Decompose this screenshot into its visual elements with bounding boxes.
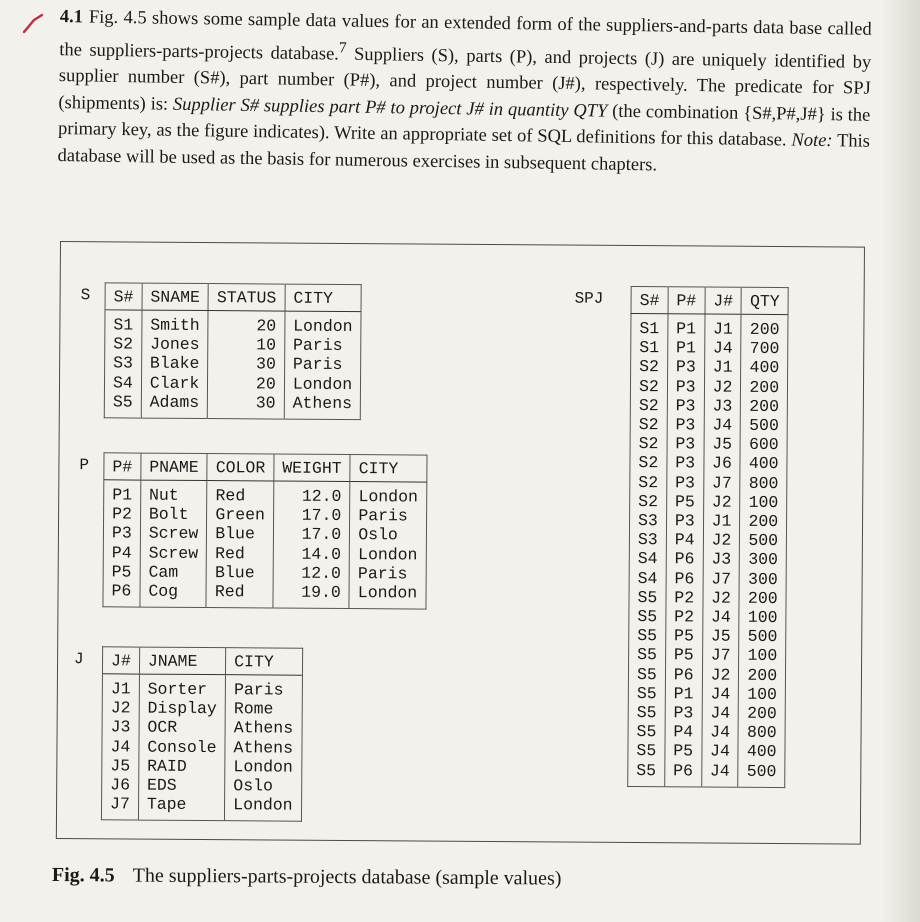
table-cell: 200 [741, 377, 788, 397]
table-cell: J2 [702, 665, 739, 684]
table-cell: P3 [667, 396, 704, 415]
table-cell: S2 [638, 395, 659, 415]
relvar-label-j: J [74, 650, 84, 669]
table-cell: P5 [111, 562, 132, 582]
table-row [630, 473, 787, 493]
table-cell: S3 [113, 353, 134, 373]
table-row [103, 543, 426, 564]
table-row [628, 703, 785, 723]
table-row [104, 480, 427, 507]
projects-table [101, 646, 303, 822]
table-cell: J4 [110, 736, 131, 757]
table-row [628, 741, 785, 761]
figure-label: Fig. 4.5 [51, 864, 115, 887]
table-cell: S4 [637, 568, 658, 588]
table-cell: J4 [702, 723, 739, 742]
table-cell: P5 [665, 742, 702, 761]
table-cell: London [350, 482, 427, 507]
table-cell: J5 [110, 756, 131, 776]
table-row [102, 737, 302, 758]
table-cell: J4 [702, 684, 739, 703]
exercise-4-1 [57, 4, 871, 182]
table-cell: J4 [702, 742, 739, 761]
table-cell: P3 [667, 415, 704, 434]
table-cell: S2 [638, 453, 659, 473]
relvar-label-spj: SPJ [574, 289, 604, 308]
table-cell: S1 [639, 319, 660, 339]
table-cell: J4 [702, 704, 739, 723]
table-cell: Oslo [225, 776, 302, 796]
table-cell: Display [139, 699, 225, 719]
table-cell: S2 [639, 357, 660, 377]
table-cell: 100 [740, 493, 787, 513]
table-row [630, 434, 787, 454]
table-cell: S5 [637, 607, 658, 627]
table-cell: P4 [666, 530, 703, 549]
table-cell: 12.0 [273, 563, 350, 583]
table-row [629, 588, 786, 608]
table-cell: J4 [704, 339, 741, 358]
column-header: COLOR [207, 454, 274, 481]
table-cell: J7 [703, 473, 740, 492]
table-cell: S5 [637, 587, 658, 608]
table-cell: London [349, 583, 426, 609]
column-header: PNAME [141, 453, 208, 480]
table-cell: J3 [703, 550, 740, 569]
table-cell: Sorter [139, 674, 225, 699]
table-cell: P5 [666, 492, 703, 511]
table-cell: Red [207, 481, 274, 506]
table-row [629, 569, 786, 589]
table-cell: 300 [740, 569, 787, 589]
table-cell: P4 [111, 542, 132, 563]
table-cell: 800 [740, 473, 787, 493]
table-cell: J2 [703, 492, 740, 511]
table-cell: London [285, 311, 362, 336]
column-header: WEIGHT [274, 454, 351, 482]
table-row [629, 626, 786, 646]
table-cell: 12.0 [274, 481, 351, 506]
exercise-text-part2: Suppliers (S), parts (P), and projects (J) are uniquely identified by supplier number (S#), part number (P#), and project number (J#), respectively. The predicate for SPJ (shipments) is: [58, 44, 872, 115]
table-cell: S4 [637, 549, 658, 569]
table-cell: Adams [141, 392, 208, 418]
column-header: P# [668, 287, 705, 314]
table-cell: J4 [702, 608, 739, 627]
table-cell: J7 [702, 646, 739, 665]
table-cell: P1 [668, 338, 705, 357]
table-cell: Oslo [350, 525, 427, 545]
table-cell: Paris [350, 506, 427, 526]
table-cell: 200 [740, 512, 787, 532]
table-cell: Jones [142, 335, 209, 355]
table-cell: 100 [739, 685, 786, 705]
table-row [103, 562, 426, 583]
table-cell: 500 [738, 761, 785, 787]
table-cell: S5 [636, 703, 657, 723]
table-cell: 200 [739, 704, 786, 724]
table-cell: Screw [140, 543, 207, 563]
table-cell: 20 [208, 374, 285, 394]
table-cell: J1 [704, 314, 741, 339]
figure-4-5-box [56, 241, 865, 845]
header-row [105, 283, 361, 312]
table-cell: 17.0 [273, 506, 350, 526]
table-cell: S3 [637, 530, 658, 550]
table-cell: P1 [665, 684, 702, 703]
table-cell: 700 [741, 339, 788, 359]
table-cell: OCR [139, 718, 225, 738]
table-row [630, 453, 787, 473]
table-cell: Paris [225, 675, 302, 700]
table-row [631, 338, 788, 358]
table-row [629, 549, 786, 569]
table-row [103, 581, 426, 609]
table-row [628, 665, 785, 685]
caption-text: The suppliers-parts-projects database (sample values) [132, 864, 562, 890]
table-cell: P6 [665, 665, 702, 684]
table-row [103, 524, 426, 545]
column-header: J# [705, 287, 742, 314]
table-cell: S2 [638, 434, 659, 454]
table-cell: Smith [142, 310, 209, 335]
table-cell: J7 [703, 569, 740, 588]
table-row [629, 530, 786, 550]
table-row [631, 357, 788, 377]
exercise-text [57, 4, 871, 182]
table-cell: P3 [666, 511, 703, 530]
table-cell: Nut [140, 480, 207, 505]
table-cell: 400 [740, 454, 787, 474]
table-cell: 200 [739, 665, 786, 685]
table-row [104, 392, 360, 419]
table-cell: P3 [667, 358, 704, 377]
table-cell: Athens [225, 719, 302, 739]
table-cell: P3 [111, 523, 132, 543]
table-row [105, 335, 361, 356]
table-cell: 500 [740, 531, 787, 551]
table-cell: S1 [639, 338, 660, 358]
table-cell: London [284, 374, 361, 394]
table-row [629, 607, 786, 627]
table-cell: Blake [141, 354, 208, 374]
table-cell: 30 [208, 393, 285, 419]
table-cell: London [225, 795, 302, 821]
exercise-number: 4.1 [59, 6, 84, 28]
table-cell: S2 [638, 415, 659, 435]
table-cell: 17.0 [273, 525, 350, 545]
figure-caption [52, 864, 562, 891]
table-cell: S5 [637, 645, 658, 665]
table-row [102, 756, 302, 777]
table-cell: P2 [112, 504, 132, 524]
column-header: JNAME [139, 647, 225, 675]
table-cell: S2 [638, 472, 659, 492]
table-row [102, 674, 302, 700]
table-row [102, 775, 302, 796]
table-cell: J1 [703, 512, 740, 531]
table-cell: 200 [741, 397, 788, 417]
table-cell: S3 [637, 511, 658, 531]
table-cell: London [225, 757, 302, 777]
table-cell: J2 [704, 377, 741, 396]
table-cell: S5 [636, 760, 657, 780]
table-cell: 400 [738, 742, 785, 762]
table-row [629, 645, 786, 665]
table-cell: London [350, 545, 427, 565]
table-cell: Green [207, 505, 274, 525]
table-cell: J1 [704, 358, 741, 377]
table-row [628, 722, 785, 742]
table-row [631, 313, 788, 339]
column-header: P# [104, 453, 141, 480]
table-cell: J4 [704, 416, 741, 435]
table-cell: S1 [113, 315, 134, 335]
table-row [628, 684, 785, 704]
table-cell: S4 [112, 372, 133, 393]
table-cell: J3 [704, 396, 741, 415]
table-cell: Tape [138, 795, 224, 821]
note-text: This database will be used as the basis for numerous exercises in subsequent chapters. [57, 131, 871, 176]
parts-table [102, 452, 427, 609]
table-cell: Cam [140, 562, 207, 582]
column-header: QTY [741, 287, 788, 314]
column-header: CITY [226, 648, 303, 676]
table-cell: P2 [666, 588, 703, 607]
table-cell: J5 [702, 627, 739, 646]
table-cell: Paris [349, 564, 426, 584]
table-cell: S2 [638, 376, 659, 396]
header-row [102, 647, 302, 675]
column-header: S# [631, 286, 668, 313]
table-cell: Bolt [140, 505, 207, 525]
table-cell: S5 [112, 392, 133, 412]
header-row [104, 453, 427, 482]
table-cell: 30 [208, 354, 285, 374]
table-cell: J7 [110, 794, 130, 814]
header-row [631, 286, 788, 314]
table-cell: S2 [113, 334, 134, 354]
page-edge-shadow [880, 0, 920, 922]
table-cell: J1 [110, 679, 131, 699]
table-cell: 500 [741, 416, 788, 436]
table-cell: S5 [637, 626, 658, 646]
table-row [629, 511, 786, 531]
column-header: J# [102, 647, 139, 674]
table-cell: Console [139, 737, 225, 757]
table-cell: 200 [741, 314, 788, 339]
table-row [105, 310, 361, 336]
table-row [102, 718, 302, 739]
table-cell: Paris [284, 355, 361, 375]
column-header: SNAME [142, 283, 209, 310]
table-cell: Screw [140, 524, 207, 544]
table-row [630, 396, 787, 416]
table-cell: S2 [638, 491, 659, 512]
predicate-text: Supplier S# supplies part P# to project J# in quantity QTY [172, 94, 608, 122]
table-cell: Blue [206, 563, 273, 583]
table-cell: J2 [703, 531, 740, 550]
table-cell: Red [207, 544, 274, 564]
relvar-label-s: S [80, 286, 91, 305]
table-cell: 20 [208, 311, 285, 336]
table-cell: P3 [667, 454, 704, 473]
table-cell: P1 [668, 314, 705, 339]
table-cell: Paris [284, 336, 361, 356]
suppliers-table [104, 282, 362, 420]
table-row [628, 761, 785, 788]
table-cell: P3 [667, 434, 704, 453]
table-row [630, 415, 787, 435]
table-cell: Cog [140, 582, 207, 608]
table-cell: J4 [701, 761, 738, 787]
table-cell: 100 [739, 608, 786, 628]
column-header: S# [105, 283, 142, 310]
table-cell: J3 [110, 717, 131, 737]
table-cell: 10 [208, 335, 285, 355]
exercise-text-part3: (the combination {S#,P#,J#} is the primary key, as the figure indicates). Write an appropriate set of SQL definitions for this database. [57, 101, 871, 151]
table-cell: 500 [739, 627, 786, 647]
table-cell: Blue [207, 524, 274, 544]
table-cell: S5 [636, 741, 657, 761]
table-cell: J6 [110, 775, 131, 795]
table-cell: J5 [704, 435, 741, 454]
table-cell: P5 [665, 646, 702, 665]
table-cell: P6 [111, 581, 132, 601]
table-cell: S5 [636, 664, 657, 684]
table-row [630, 492, 787, 512]
table-cell: J2 [703, 588, 740, 607]
table-cell: P4 [665, 723, 702, 742]
table-cell: J2 [110, 698, 131, 718]
table-cell: Athens [284, 393, 361, 419]
table-cell: Red [206, 582, 273, 608]
table-cell: 200 [739, 589, 786, 609]
exercise-text-part1: Fig. 4.5 shows some sample data values for an extended form of the suppliers-and-parts data base called the suppliers-parts-projects database. [59, 7, 872, 65]
table-cell: 400 [741, 358, 788, 378]
note-label: Note: [791, 130, 833, 152]
table-cell: 300 [740, 550, 787, 570]
table-cell: P6 [666, 550, 703, 569]
column-header: CITY [285, 284, 362, 312]
table-cell: EDS [138, 776, 224, 796]
column-header: STATUS [208, 284, 285, 312]
pen-check-mark-icon [22, 12, 46, 34]
table-cell: P3 [667, 377, 704, 396]
table-cell: P3 [667, 473, 704, 492]
column-header: CITY [350, 455, 427, 483]
relvar-label-p: P [79, 456, 90, 475]
table-cell: P5 [666, 626, 703, 645]
table-cell: J6 [704, 454, 741, 473]
table-cell: 100 [739, 646, 786, 666]
table-cell: 800 [738, 723, 785, 743]
shipments-table [627, 286, 789, 788]
table-cell: RAID [139, 756, 225, 776]
table-cell: S5 [636, 722, 657, 742]
table-row [105, 354, 361, 375]
table-cell: 14.0 [273, 544, 350, 564]
table-row [102, 699, 302, 720]
table-cell: Athens [225, 738, 302, 758]
table-cell: Clark [141, 373, 208, 393]
table-row [104, 373, 360, 394]
table-cell: P3 [665, 703, 702, 722]
table-row [630, 377, 787, 397]
table-cell: P2 [666, 607, 703, 626]
table-cell: P6 [666, 569, 703, 588]
table-cell: P6 [665, 761, 702, 787]
footnote-mark: 7 [338, 38, 347, 57]
table-cell: P1 [112, 485, 133, 505]
table-row [104, 505, 427, 526]
table-cell: Rome [225, 699, 302, 719]
table-cell: S5 [636, 683, 657, 704]
table-cell: 19.0 [273, 583, 350, 609]
table-row [101, 795, 301, 822]
table-cell: 600 [740, 435, 787, 455]
